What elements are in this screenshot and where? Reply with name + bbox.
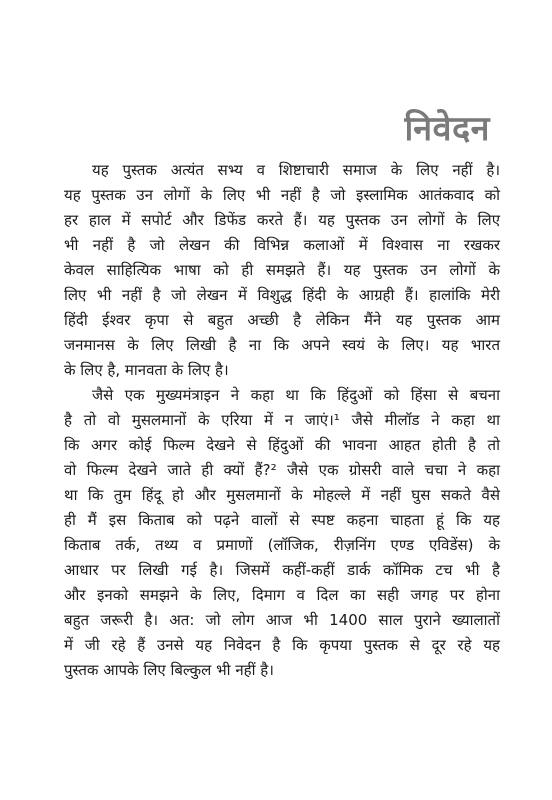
text-line: है तो वो मुसलमानों के एरिया में न जाएं।¹ जैसे मीलॉड ने कहा था — [64, 411, 500, 429]
text-line: में जी रहे हैं उनसे यह निवेदन है कि कृपया पुस्तक से दूर रहे यह — [64, 636, 500, 654]
text-line: ही मैं इस किताब को पढ़ने वालों से स्पष्ट कहना चाहता हूं कि यह — [64, 511, 500, 529]
text-line: कि अगर कोई फिल्म देखने से हिंदुओं की भावना आहत होती है तो — [64, 436, 500, 454]
text-line: बहुत जरूरी है। अत: जो लोग आज भी 1400 साल पुराने ख्यालातों — [64, 611, 500, 629]
text-line: भी नहीं है जो लेखन की विभिन्न कलाओं में विश्वास ना रखकर — [64, 236, 500, 254]
text-line: यह पुस्तक उन लोगों के लिए भी नहीं है जो इस्लामिक आतंकवाद को — [64, 186, 500, 204]
text-line: लिए भी नहीं है जो लेखन में विशुद्ध हिंदी के आग्रही हैं। हालांकि मेरी — [64, 286, 500, 304]
text-line: पुस्तक आपके लिए बिल्कुल भी नहीं है। — [64, 661, 274, 679]
text-line: किताब तर्क, तथ्य व प्रमाणों (लॉजिक, रीज़निंग एण्ड एविडेंस) के — [64, 536, 500, 554]
body-text — [64, 158, 500, 683]
text-line: के लिए है, मानवता के लिए है। — [64, 361, 229, 379]
text-line: जैसे एक मुख्यमंत्राइन ने कहा था कि हिंदुओं को हिंसा से बचना — [92, 386, 500, 404]
text-line: हर हाल में सपोर्ट और डिफेंड करते हैं। यह पुस्तक उन लोगों के लिए — [64, 211, 500, 229]
text-line: और इनको समझने के लिए, दिमाग व दिल का सही जगह पर होना — [64, 586, 500, 604]
text-line: हिंदी ईश्वर कृपा से बहुत अच्छी है लेकिन मैंने यह पुस्तक आम — [64, 311, 500, 329]
text-line: केवल साहित्यिक भाषा को ही समझते हैं। यह पुस्तक उन लोगों के — [64, 261, 500, 279]
text-line: आधार पर लिखी गई है। जिसमें कहीं-कहीं डार्क कॉमिक टच भी है — [64, 561, 500, 579]
text-line: वो फिल्म देखने जाते ही क्यों हैं?² जैसे एक ग्रोसरी वाले चचा ने कहा — [64, 461, 500, 479]
paragraph-1 — [64, 158, 500, 383]
page-title: निवेदन — [404, 109, 490, 149]
paragraph-2 — [64, 383, 500, 683]
text-line: था कि तुम हिंदू हो और मुसलमानों के मोहल्ले में नहीं घुस सकते वैसे — [64, 486, 500, 504]
text-line: यह पुस्तक अत्यंत सभ्य व शिष्टाचारी समाज के लिए नहीं है। — [92, 161, 500, 179]
text-line: जनमानस के लिए लिखी है ना कि अपने स्वयं के लिए। यह भारत — [64, 336, 500, 354]
